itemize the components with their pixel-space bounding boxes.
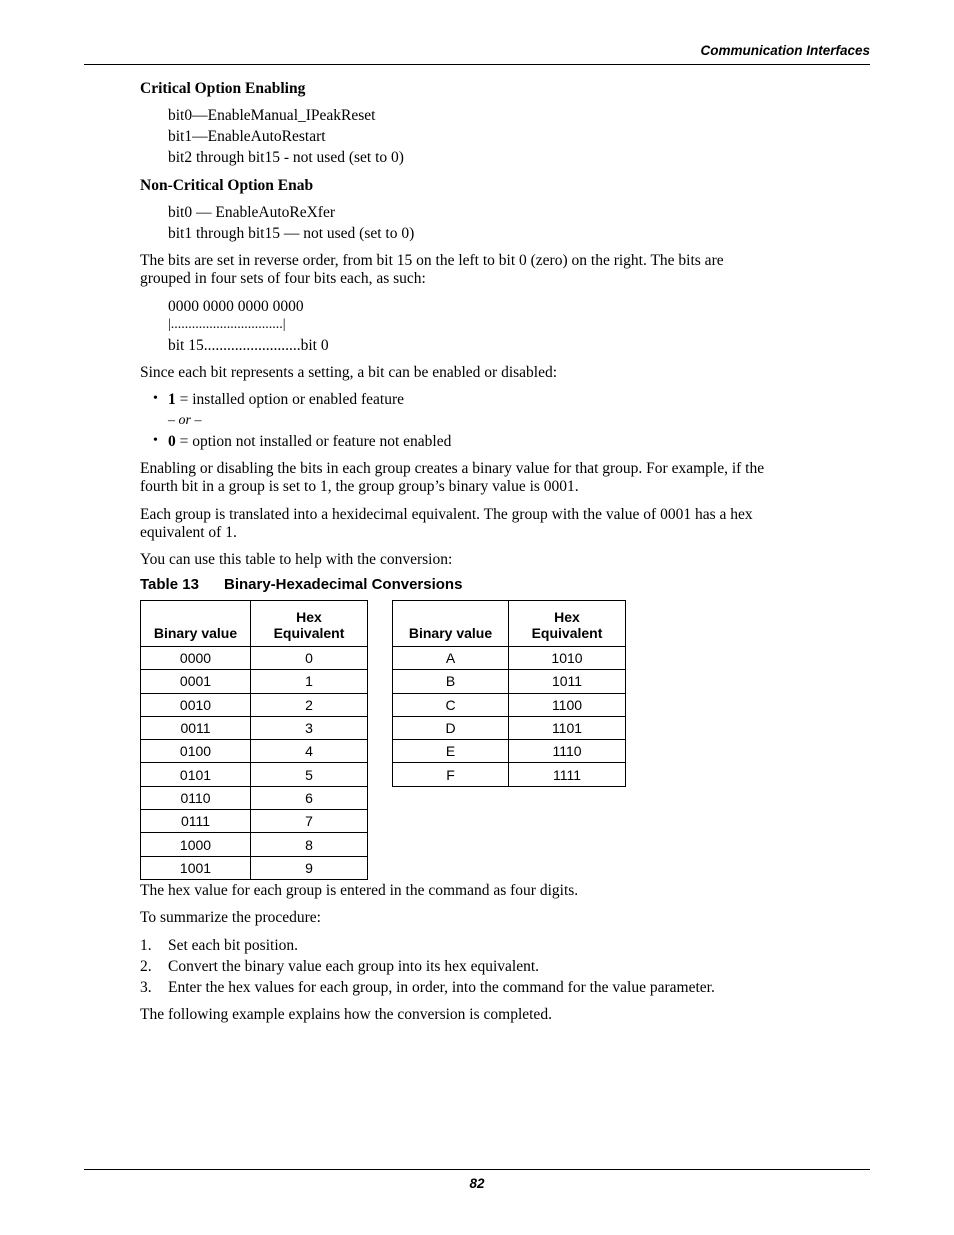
header-rule (84, 64, 870, 65)
col-header-binary: Binary value (141, 601, 251, 647)
para-example: The following example explains how the conversion is completed. (140, 1006, 552, 1023)
table-row (393, 670, 626, 693)
para-order-line1: The bits are set in reverse order, from bit 15 on the left to bit 0 (zero) on the right. The bits are (140, 252, 724, 269)
conversion-table-left (140, 600, 368, 880)
bullet-one-symbol: 1 (168, 391, 176, 408)
para-setting: Since each bit represents a setting, a bit can be enabled or disabled: (140, 364, 558, 381)
hex-cell: 3 (251, 716, 368, 739)
binary-cell: 0000 (141, 647, 251, 670)
hex-cell: 6 (251, 786, 368, 809)
step-number: 3. (140, 979, 152, 996)
step-text: Enter the hex values for each group, in order, into the command for the value parameter. (168, 979, 715, 996)
col-header-hex-line2: Equivalent (531, 625, 603, 641)
noncritical-item: bit1 through bit15 — not used (set to 0) (168, 225, 415, 242)
critical-heading: Critical Option Enabling (140, 80, 306, 97)
table-row (393, 647, 626, 670)
hex-cell: 5 (251, 763, 368, 786)
table-row (141, 786, 368, 809)
hex-cell: 8 (251, 833, 368, 856)
table-row (141, 833, 368, 856)
para-table-intro: You can use this table to help with the conversion: (140, 551, 453, 568)
hex-cell: 1101 (509, 716, 626, 739)
col-header-hex (251, 601, 368, 647)
table-row (141, 856, 368, 879)
hex-cell: 1111 (509, 763, 626, 786)
critical-item: bit2 through bit15 - not used (set to 0) (168, 149, 404, 166)
binary-cell: 1001 (141, 856, 251, 879)
para-summary: To summarize the procedure: (140, 909, 321, 926)
table-row (141, 810, 368, 833)
binary-cell: 0010 (141, 693, 251, 716)
page-number: 82 (469, 1176, 485, 1191)
binary-cell: A (393, 647, 509, 670)
col-header-hex-line2: Equivalent (273, 625, 345, 641)
col-header-hex-line1: Hex (554, 609, 580, 625)
binary-cell: 0011 (141, 716, 251, 739)
col-header-hex (509, 601, 626, 647)
table-caption-number: Table 13 (140, 576, 199, 593)
table-row (393, 716, 626, 739)
table-row (393, 763, 626, 786)
para-four-digits: The hex value for each group is entered in the command as four digits. (140, 882, 579, 899)
step-text: Convert the binary value each group into its hex equivalent. (168, 958, 540, 975)
step-number: 2. (140, 958, 152, 975)
bullet-zero-text: = option not installed or feature not enabled (175, 433, 452, 450)
bullet-zero-symbol: 0 (168, 433, 176, 450)
step-text: Set each bit position. (168, 937, 299, 954)
table-row (393, 740, 626, 763)
table-header-row (141, 601, 368, 647)
binary-cell: 1000 (141, 833, 251, 856)
table-row (141, 670, 368, 693)
running-header: Communication Interfaces (700, 43, 870, 58)
binary-cell: 0101 (141, 763, 251, 786)
table-caption-title: Binary-Hexadecimal Conversions (224, 576, 463, 593)
hex-cell: 1110 (509, 740, 626, 763)
bullet-one (168, 391, 404, 409)
conversion-table-right (392, 600, 626, 787)
para-hex-line1: Each group is translated into a hexidecimal equivalent. The group with the value of 0001 has a hex (140, 506, 753, 523)
critical-item: bit1—EnableAutoRestart (168, 128, 326, 145)
col-header-binary: Binary value (393, 601, 509, 647)
step-number: 1. (140, 937, 152, 954)
table-row (141, 716, 368, 739)
para-group-line2: fourth bit in a group is set to 1, the group group’s binary value is 0001. (140, 478, 579, 495)
critical-item: bit0—EnableManual_IPeakReset (168, 107, 376, 124)
table-row (141, 740, 368, 763)
hex-cell: 1011 (509, 670, 626, 693)
bit-groups: 0000 0000 0000 0000 (168, 298, 304, 315)
noncritical-item: bit0 — EnableAutoReXfer (168, 204, 336, 221)
hex-cell: 9 (251, 856, 368, 879)
para-hex-line2: equivalent of 1. (140, 524, 237, 541)
hex-cell: 1010 (509, 647, 626, 670)
hex-cell: 1 (251, 670, 368, 693)
binary-cell: 0111 (141, 810, 251, 833)
binary-cell: 0100 (141, 740, 251, 763)
table-row (393, 693, 626, 716)
col-header-hex-line1: Hex (296, 609, 322, 625)
bit-bar: |................................| (168, 317, 286, 332)
hex-cell: 7 (251, 810, 368, 833)
bullet-zero (168, 433, 451, 451)
footer-rule (84, 1169, 870, 1170)
bullet-dot: • (153, 391, 158, 406)
binary-cell: E (393, 740, 509, 763)
bullet-or: – or – (168, 413, 202, 428)
bullet-one-text: = installed option or enabled feature (175, 391, 404, 408)
binary-cell: 0001 (141, 670, 251, 693)
table-row (141, 693, 368, 716)
binary-cell: F (393, 763, 509, 786)
bullet-dot: • (153, 433, 158, 448)
table-row (141, 647, 368, 670)
hex-cell: 1100 (509, 693, 626, 716)
hex-cell: 4 (251, 740, 368, 763)
hex-cell: 2 (251, 693, 368, 716)
binary-cell: B (393, 670, 509, 693)
table-header-row (393, 601, 626, 647)
binary-cell: D (393, 716, 509, 739)
para-order-line2: grouped in four sets of four bits each, as such: (140, 270, 426, 287)
para-group-line1: Enabling or disabling the bits in each group creates a binary value for that group. For example, if the (140, 460, 765, 477)
noncritical-heading: Non-Critical Option Enab (140, 177, 314, 194)
bit-range: bit 15.........................bit 0 (168, 337, 329, 354)
hex-cell: 0 (251, 647, 368, 670)
table-row (141, 763, 368, 786)
binary-cell: 0110 (141, 786, 251, 809)
binary-cell: C (393, 693, 509, 716)
